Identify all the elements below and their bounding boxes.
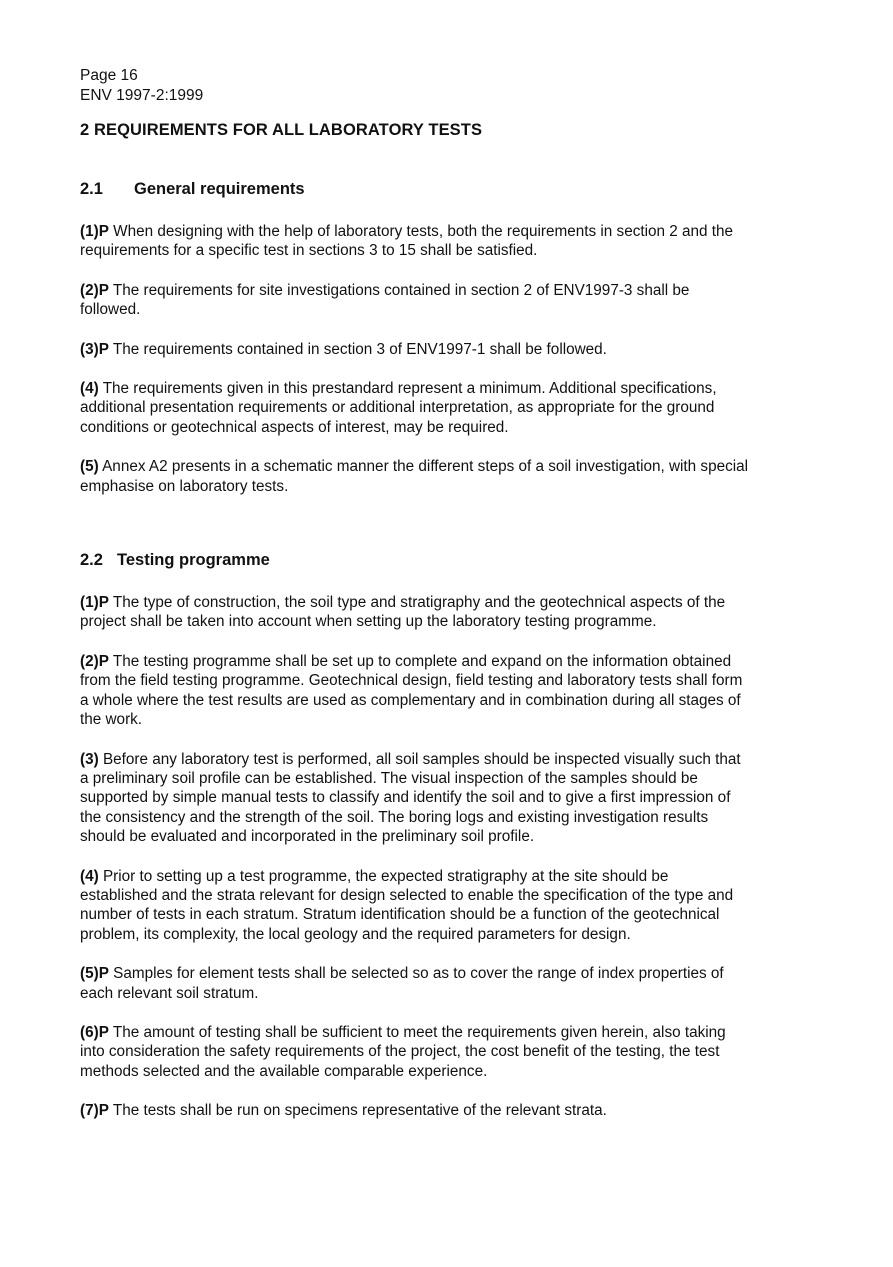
clause-text: The testing programme shall be set up to complete and expand on the information obtained from the field testing programme. Geotechnical design, field testing and laboratory tests shall form a whole where the test results are used as complementary and in combination during all stages of the work. [80, 652, 743, 729]
paragraph-2-2-3 [80, 750, 750, 847]
clause-text: The requirements given in this prestandard represent a minimum. Additional specifications, additional presentation requirements or additional interpretation, as appropriate for the ground conditions or geotechnical aspects of interest, may be required. [80, 380, 717, 436]
paragraph-2-1-4 [80, 379, 750, 437]
paragraph-2-2-4 [80, 867, 750, 945]
paragraph-2-1-5 [80, 457, 750, 496]
clause-tag: (5)P [80, 965, 109, 983]
clause-tag: (3)P [80, 340, 109, 358]
clause-text: The requirements contained in section 3 of ENV1997-1 shall be followed. [112, 340, 607, 358]
section-title: Testing programme [117, 551, 270, 570]
clause-text: The requirements for site investigations contained in section 2 of ENV1997-3 shall be followed. [80, 281, 690, 319]
paragraph-2-1-2 [80, 281, 750, 320]
section-number: 2.2 [80, 551, 103, 570]
clause-text: The type of construction, the soil type and stratigraphy and the geotechnical aspects of the project shall be taken into account when setting up the laboratory testing programme. [80, 594, 726, 631]
clause-tag: (7)P [80, 1102, 109, 1120]
section-title: General requirements [134, 180, 305, 198]
clause-tag: (4) [80, 380, 99, 398]
paragraph-2-2-7 [80, 1101, 750, 1120]
page-number: Page 16 [80, 67, 138, 84]
clause-text: The tests shall be run on specimens representative of the relevant strata. [112, 1102, 607, 1120]
paragraph-2-2-2 [80, 652, 750, 730]
clause-tag: (3) [80, 750, 99, 768]
document-page [80, 66, 750, 1121]
chapter-title: 2 REQUIREMENTS FOR ALL LABORATORY TESTS [80, 121, 483, 139]
clause-tag: (4) [80, 867, 99, 885]
clause-tag: (2)P [80, 281, 109, 299]
section-heading-2-2 [80, 550, 750, 570]
clause-tag: (5) [80, 458, 99, 476]
clause-tag: (2)P [80, 652, 109, 670]
paragraph-2-2-6 [80, 1023, 750, 1081]
clause-text: Samples for element tests shall be selected so as to cover the range of index properties of each relevant soil stratum. [80, 965, 724, 1002]
clause-text: The amount of testing shall be sufficient to meet the requirements given herein, also taking into consideration the safety requirements of the project, the cost benefit of the testing, the test methods selected and the available comparable experience. [80, 1023, 726, 1080]
paragraph-2-1-1 [80, 222, 750, 261]
clause-tag: (1)P [80, 223, 109, 240]
section-heading-2-1 [80, 179, 750, 199]
clause-text: Before any laboratory test is performed, all soil samples should be inspected visually such that a preliminary soil profile can be established. The visual inspection of the samples should be supported by simple manual tests to classify and identify the soil and to give a first impression of the consistency and the strength of the soil. The boring logs and existing investigation results should be evaluated and incorporated in the preliminary soil profile. [80, 750, 741, 846]
clause-text: Prior to setting up a test programme, the expected stratigraphy at the site should be established and the strata relevant for design selected to enable the specification of the type and number of tests in each stratum. Stratum identification should be a function of the geotechnical problem, its complexity, the local geology and the required parameters for design. [80, 867, 734, 943]
standard-reference: ENV 1997-2:1999 [80, 87, 204, 104]
clause-tag: (6)P [80, 1023, 109, 1041]
paragraph-2-2-5 [80, 964, 750, 1003]
section-number: 2.1 [80, 180, 103, 198]
clause-text: Annex A2 presents in a schematic manner the different steps of a soil investigation, with special emphasise on laboratory tests. [80, 458, 749, 495]
paragraph-2-2-1 [80, 593, 750, 632]
paragraph-2-1-3 [80, 340, 750, 359]
clause-text: When designing with the help of laboratory tests, both the requirements in section 2 and the requirements for a specific test in sections 3 to 15 shall be satisfied. [80, 223, 734, 260]
clause-tag: (1)P [80, 594, 109, 612]
